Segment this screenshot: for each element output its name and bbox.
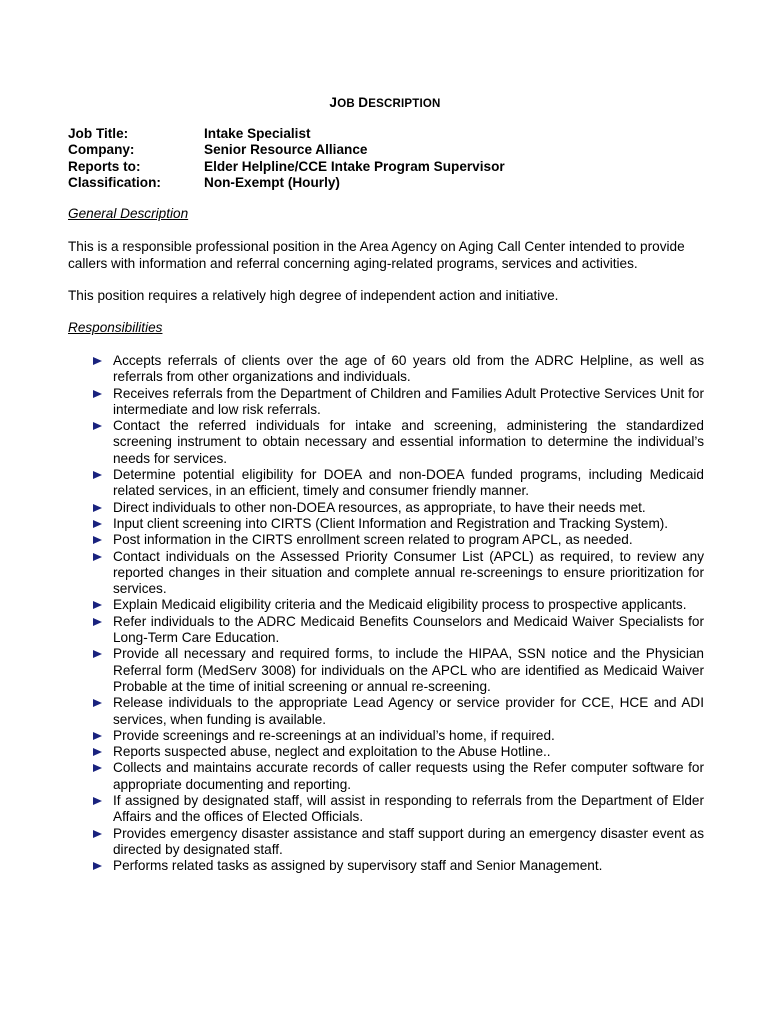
list-item-text: Provides emergency disaster assistance and staff support during an emergency disaster event as directed by designated staff.	[113, 825, 704, 857]
info-row-job-title	[68, 126, 708, 142]
list-item	[90, 793, 704, 826]
bullet-arrow-icon	[93, 862, 102, 870]
title-first-rest: OB	[337, 98, 359, 110]
general-description-heading: General Description	[68, 206, 189, 221]
list-item-text: Accepts referrals of clients over the age of 60 years old from the ADRC Helpline, as well as referrals from other organizations and individuals.	[113, 353, 704, 385]
info-label: Job Title:	[68, 126, 129, 141]
responsibilities-list	[90, 353, 704, 875]
bullet-arrow-icon	[93, 422, 102, 430]
info-row-classification	[68, 175, 708, 191]
list-item-text: Contact the referred individuals for intake and screening, administering the standardized screening instrument to obtain necessary and essential information to determine the individual’s needs for services.	[113, 418, 704, 466]
list-item	[90, 695, 704, 728]
list-item	[90, 826, 704, 859]
list-item	[90, 386, 704, 419]
list-item-text: Direct individuals to other non-DOEA resources, as appropriate, to have their needs met.	[113, 499, 646, 515]
list-item	[90, 353, 704, 386]
bullet-arrow-icon	[93, 504, 102, 512]
bullet-arrow-icon	[93, 618, 102, 626]
list-item	[90, 614, 704, 647]
list-item-text: Receives referrals from the Department of Children and Families Adult Protective Services Unit for intermediate and low risk referrals.	[113, 385, 704, 417]
bullet-arrow-icon	[93, 601, 102, 609]
list-item-text: Contact individuals on the Assessed Priority Consumer List (APCL) as required, to review any reported changes in their situation and complete annual re-screenings to ensure prioritization for services.	[113, 548, 704, 597]
list-item	[90, 418, 704, 467]
list-item-text: Collects and maintains accurate records of caller requests using the Refer computer software for appropriate documenting and reporting.	[113, 760, 704, 792]
responsibilities-heading: Responsibilities	[68, 320, 163, 335]
list-item	[90, 549, 704, 598]
list-item-text: If assigned by designated staff, will assist in responding to referrals from the Department of Elder Affairs and the offices of Elected Officials.	[113, 793, 704, 825]
bullet-arrow-icon	[93, 553, 102, 561]
bullet-arrow-icon	[93, 830, 102, 838]
bullet-arrow-icon	[93, 764, 102, 772]
title-second-rest: ESCRIPTION	[368, 98, 441, 110]
bullet-arrow-icon	[93, 390, 102, 398]
info-value: Intake Specialist	[204, 126, 311, 141]
bullet-arrow-icon	[93, 536, 102, 544]
list-item	[90, 532, 704, 548]
list-item	[90, 760, 704, 793]
list-item	[90, 646, 704, 695]
list-item	[90, 516, 704, 532]
general-description-paragraph: This is a responsible professional position in the Area Agency on Aging Call Center intended to provide callers with information and referral concerning aging-related programs, services and activities.	[68, 239, 685, 271]
list-item-text: Provide screenings and re-screenings at an individual’s home, if required.	[113, 727, 555, 743]
document-title	[0, 95, 770, 110]
bullet-arrow-icon	[93, 471, 102, 479]
list-item	[90, 858, 704, 874]
list-item-text: Post information in the CIRTS enrollment screen related to program APCL, as needed.	[113, 532, 633, 548]
job-info-table	[68, 126, 708, 191]
info-label: Classification:	[68, 174, 161, 190]
bullet-arrow-icon	[93, 797, 102, 805]
list-item-text: Input client screening into CIRTS (Client Information and Registration and Tracking System).	[113, 515, 669, 531]
bullet-arrow-icon	[93, 699, 102, 707]
list-item	[90, 467, 704, 500]
bullet-arrow-icon	[93, 748, 102, 756]
list-item	[90, 744, 704, 760]
info-row-company	[68, 142, 708, 158]
title-second-cap: D	[358, 95, 369, 110]
list-item-text: Provide all necessary and required forms, to include the HIPAA, SSN notice and the Physician Referral form (MedServ 3008) for individuals on the APCL who are identified as Medicaid Waiver Probable at the time of initial screening or annual re-screening.	[113, 646, 704, 694]
list-item-text: Explain Medicaid eligibility criteria and the Medicaid eligibility process to prospective applicants.	[113, 597, 687, 613]
info-row-reports-to	[68, 159, 708, 175]
info-label: Company:	[68, 142, 135, 158]
list-item-text: Performs related tasks as assigned by supervisory staff and Senior Management.	[113, 858, 603, 874]
list-item-text: Refer individuals to the ADRC Medicaid Benefits Counselors and Medicaid Waiver Specialists for Long-Term Care Education.	[113, 613, 704, 646]
list-item-text: Release individuals to the appropriate Lead Agency or service provider for CCE, HCE and ADI services, when funding is available.	[113, 695, 704, 727]
info-value: Non-Exempt (Hourly)	[204, 174, 340, 190]
info-label: Reports to:	[68, 158, 141, 174]
list-item	[90, 500, 704, 516]
info-value: Senior Resource Alliance	[204, 142, 368, 158]
list-item-text: Determine potential eligibility for DOEA and non-DOEA funded programs, including Medicaid related services, in an efficient, timely and consumer friendly manner.	[113, 467, 704, 499]
bullet-arrow-icon	[93, 732, 102, 740]
bullet-arrow-icon	[93, 357, 102, 365]
bullet-arrow-icon	[93, 520, 102, 528]
independence-paragraph: This position requires a relatively high degree of independent action and initiative.	[68, 288, 559, 303]
bullet-arrow-icon	[93, 650, 102, 658]
list-item	[90, 597, 704, 613]
list-item-text: Reports suspected abuse, neglect and exploitation to the Abuse Hotline..	[113, 744, 551, 760]
list-item	[90, 728, 704, 744]
title-first-cap: J	[329, 95, 338, 110]
info-value: Elder Helpline/CCE Intake Program Supervisor	[204, 158, 505, 174]
